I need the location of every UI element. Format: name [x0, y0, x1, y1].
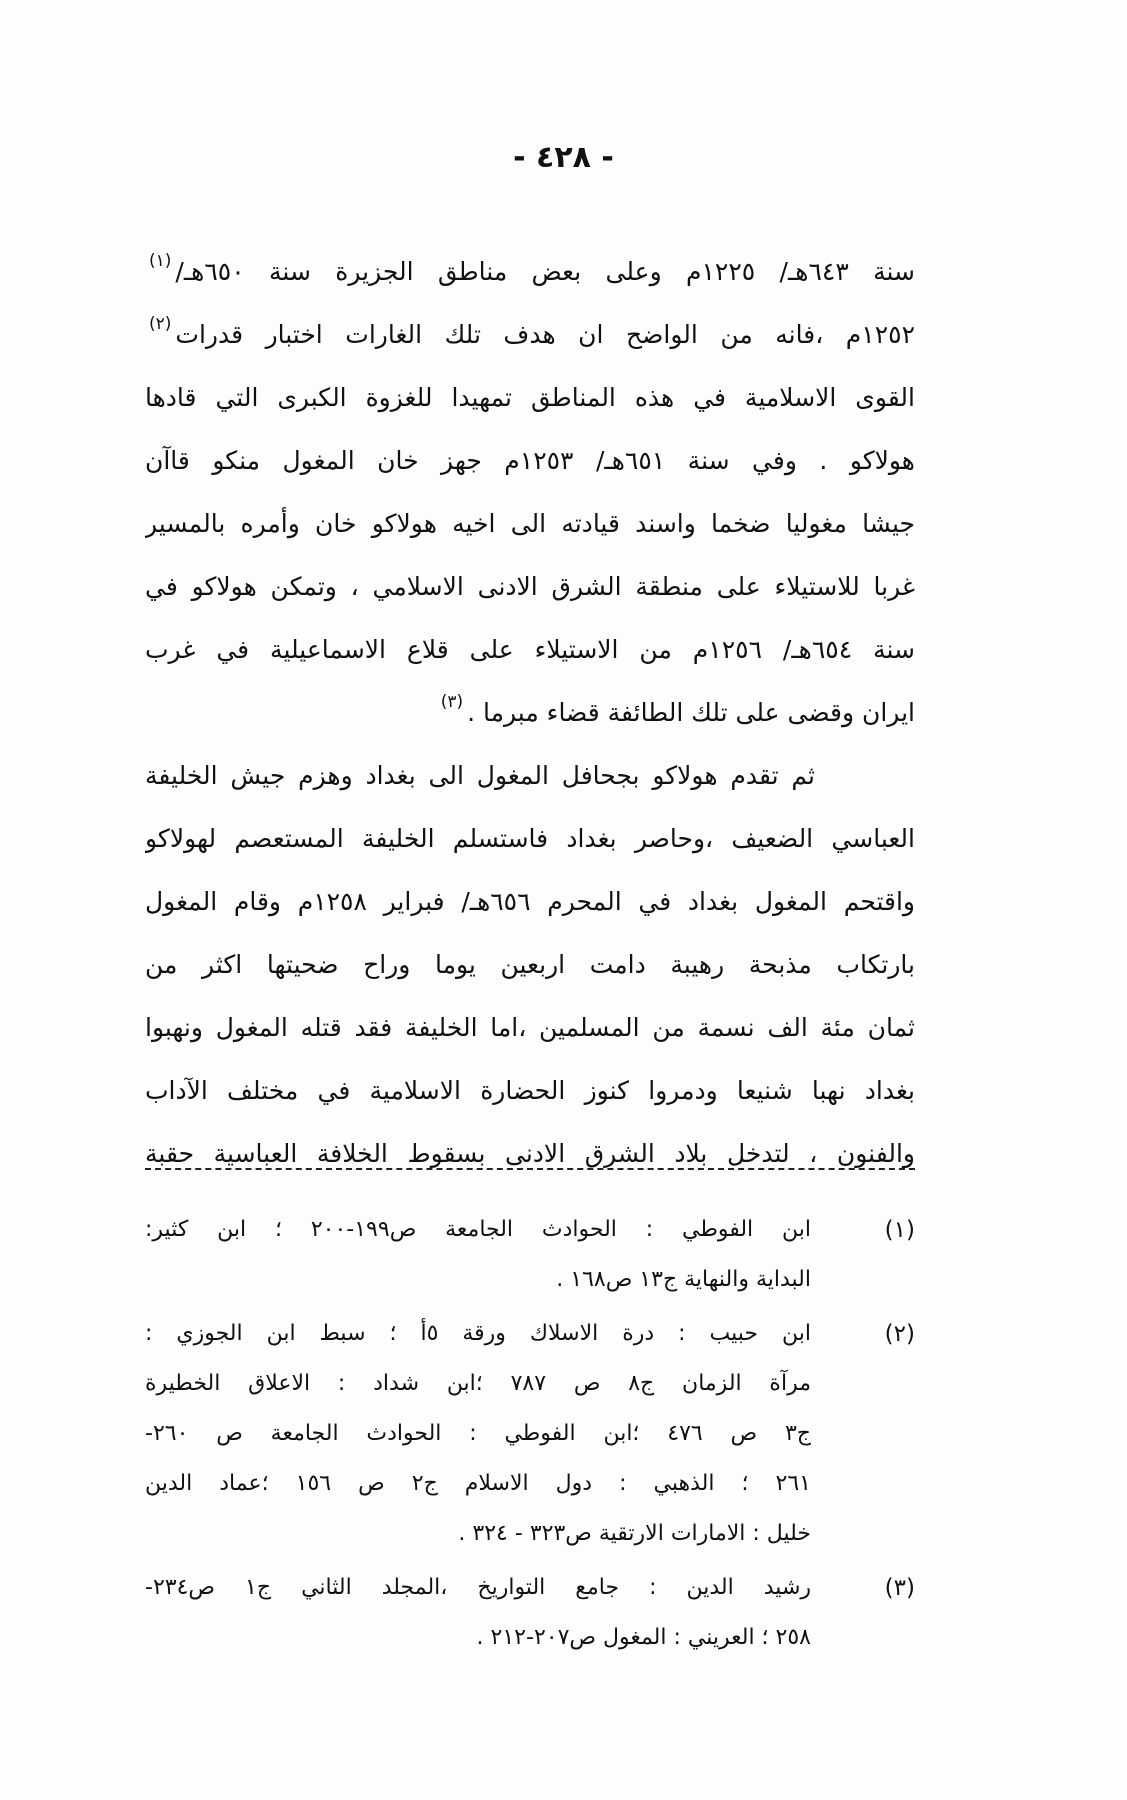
text-line	[145, 996, 915, 1059]
footnote-number: (١)	[884, 1217, 915, 1243]
text-line-content: ثم تقدم هولاكو بجحافل المغول الى بغداد وهزم جيش الخليفة	[145, 761, 815, 790]
footnote-line: ابن حبيب : درة الاسلاك ورقة ٥أ ؛ سبط ابن الجوزي :	[145, 1321, 811, 1346]
text-line-content: واقتحم المغول بغداد في المحرم ٦٥٦هـ/ فبراير ١٢٥٨م وقام المغول	[145, 887, 915, 916]
text-line-content: ١٢٥٢م ،فانه من الواضح ان هدف تلك الغارات اختبار قدرات	[175, 320, 915, 349]
text-line-content: العباسي الضعيف ،وحاصر بغداد فاستسلم الخليفة المستعصم لهولاكو	[145, 824, 915, 853]
footnote-reference: (٣)	[440, 692, 464, 712]
text-line	[145, 1059, 915, 1122]
footnote	[145, 1563, 915, 1663]
text-line	[145, 744, 915, 807]
text-line-content: بغداد نهبا شنيعا ودمروا كنوز الحضارة الاسلامية في مختلف الآداب	[145, 1076, 915, 1105]
text-line	[145, 303, 915, 366]
text-line-content: سنة ٦٥٤هـ/ ١٢٥٦م من الاستيلاء على قلاع الاسماعيلية في غرب	[145, 635, 915, 664]
text-line	[145, 240, 915, 303]
text-line	[145, 366, 915, 429]
footnote-line: ٢٥٨ ؛ العريني : المغول ص٢٠٧-٢١٢ .	[476, 1625, 811, 1650]
main-text	[145, 240, 915, 1185]
footnote-reference: (٢)	[149, 314, 172, 334]
footnote-reference: (١)	[149, 251, 172, 271]
text-line	[145, 492, 915, 555]
text-line-content: هولاكو . وفي سنة ٦٥١هـ/ ١٢٥٣م جهز خان المغول منكو قاآن	[145, 446, 915, 475]
footnote-line: ٢٦١ ؛ الذهبي : دول الاسلام ج٢ ص ١٥٦ ؛عماد الدين	[145, 1471, 811, 1496]
text-line	[145, 618, 915, 681]
text-line-content: سنة ٦٤٣هـ/ ١٢٢٥م وعلى بعض مناطق الجزيرة سنة ٦٥٠هـ/	[175, 257, 915, 286]
text-line	[145, 933, 915, 996]
footnote-line: البداية والنهاية ج١٣ ص١٦٨ .	[556, 1267, 811, 1292]
text-line-content: ايران وقضى على تلك الطائفة قضاء مبرما .	[467, 698, 915, 727]
text-line-content: بارتكاب مذبحة رهيبة دامت اربعين يوما وراح ضحيتها اكثر من	[145, 950, 915, 979]
text-line	[145, 870, 915, 933]
text-line	[145, 555, 915, 618]
text-line-content: والفنون ، لتدخل بلاد الشرق الادنى بسقوط الخلافة العباسية حقبة	[145, 1139, 915, 1168]
text-line-content: القوى الاسلامية في هذه المناطق تمهيدا للغزوة الكبرى التي قادها	[145, 383, 915, 412]
footnote	[145, 1205, 915, 1305]
footnote	[145, 1309, 915, 1559]
text-line-content: جيشا مغوليا ضخما واسند قيادته الى اخيه هولاكو خان وأمره بالمسير	[145, 509, 915, 538]
footnote-text	[145, 1205, 811, 1305]
page-number: - ٤٢٨ -	[513, 140, 614, 175]
footnote-separator	[145, 1168, 915, 1170]
text-line-content: ثمان مئة الف نسمة من المسلمين ،اما الخليفة فقد قتله المغول ونهبوا	[145, 1013, 915, 1042]
text-line	[145, 681, 915, 744]
footnote-line: رشيد الدين : جامع التواريخ ،المجلد الثاني ج١ ص٢٣٤-	[145, 1575, 811, 1600]
footnote-text	[145, 1309, 811, 1559]
text-line	[145, 807, 915, 870]
footnote-line: خليل : الامارات الارتقية ص٣٢٣ - ٣٢٤ .	[458, 1521, 811, 1546]
footnotes	[145, 1205, 915, 1667]
text-line	[145, 1122, 915, 1185]
text-line-content: غربا للاستيلاء على منطقة الشرق الادنى الاسلامي ، وتمكن هولاكو في	[145, 572, 915, 601]
text-line	[145, 429, 915, 492]
footnote-number: (٣)	[884, 1575, 915, 1601]
footnote-line: ابن الفوطي : الحوادث الجامعة ص١٩٩-٢٠٠ ؛ ابن كثير:	[145, 1217, 811, 1242]
footnote-line: مرآة الزمان ج٨ ص ٧٨٧ ؛ابن شداد : الاعلاق الخطيرة	[145, 1371, 811, 1396]
footnote-text	[145, 1563, 811, 1663]
footnote-line: ج٣ ص ٤٧٦ ؛ابن الفوطي : الحوادث الجامعة ص ٢٦٠-	[145, 1421, 811, 1446]
footnote-number: (٢)	[884, 1321, 915, 1347]
